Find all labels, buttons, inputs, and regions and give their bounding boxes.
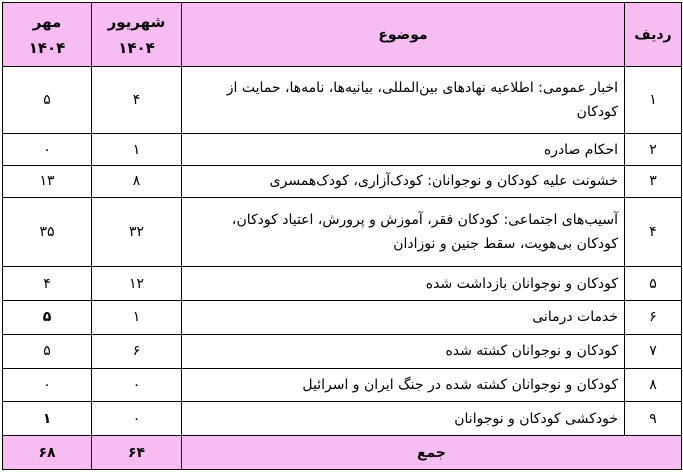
header-shahrivar-month: شهریور <box>107 12 166 31</box>
table-row <box>3 368 682 402</box>
row-mehr: ۳۵ <box>3 197 92 267</box>
total-row <box>3 436 682 470</box>
header-row <box>3 3 682 67</box>
row-shahrivar: ۸ <box>92 166 182 198</box>
row-shahrivar: ۰ <box>92 368 182 402</box>
row-shahrivar: ۱ <box>92 134 182 166</box>
row-mehr: ۱ <box>3 402 92 436</box>
row-number: ۵ <box>625 267 682 301</box>
table-row <box>3 67 682 134</box>
row-shahrivar: ۴ <box>92 67 182 134</box>
row-subject: احکام صادره <box>182 134 625 166</box>
header-shahrivar-year: ۱۴۰۴ <box>118 38 155 57</box>
header-mehr-month: مهر <box>32 12 62 31</box>
table-row <box>3 197 682 267</box>
total-label: جمع <box>182 436 682 470</box>
row-number: ۱ <box>625 67 682 134</box>
row-mehr: ۵ <box>3 301 92 335</box>
row-number: ۴ <box>625 197 682 267</box>
row-number: ۹ <box>625 402 682 436</box>
row-shahrivar: ۱ <box>92 301 182 335</box>
row-mehr: ۱۳ <box>3 166 92 198</box>
table-row <box>3 334 682 368</box>
row-subject: کودکان و نوجوانان کشته شده در جنگ ایران و اسرائیل <box>182 368 625 402</box>
row-shahrivar: ۰ <box>92 402 182 436</box>
row-number: ۸ <box>625 368 682 402</box>
table-row <box>3 134 682 166</box>
header-mehr-year: ۱۴۰۴ <box>28 38 66 57</box>
row-subject: کودکان و نوجوانان بازداشت شده <box>182 267 625 301</box>
header-shahrivar <box>92 3 182 67</box>
table-row <box>3 301 682 335</box>
table-row <box>3 402 682 436</box>
row-number: ۲ <box>625 134 682 166</box>
row-shahrivar: ۶ <box>92 334 182 368</box>
row-number: ۳ <box>625 166 682 198</box>
row-subject: آسیب‌های اجتماعی: کودکان فقر، آموزش و پرورش، اعتیاد کودکان، کودکان بی‌هویت، سقط جنین و نوزادان <box>182 197 625 267</box>
header-mehr <box>3 3 92 67</box>
row-mehr: ۴ <box>3 267 92 301</box>
row-mehr: ۵ <box>3 334 92 368</box>
row-mehr: ۰ <box>3 368 92 402</box>
header-row-number: ردیف <box>625 3 682 67</box>
row-mehr: ۰ <box>3 134 92 166</box>
row-shahrivar: ۱۲ <box>92 267 182 301</box>
row-number: ۷ <box>625 334 682 368</box>
table-row <box>3 166 682 198</box>
table-row <box>3 267 682 301</box>
total-mehr: ۶۸ <box>3 436 92 470</box>
row-shahrivar: ۳۲ <box>92 197 182 267</box>
statistics-table <box>2 2 682 470</box>
row-subject: خدمات درمانی <box>182 301 625 335</box>
row-subject: اخبار عمومی: اطلاعیه نهادهای بین‌المللی، بیانیه‌ها، نامه‌ها، حمایت از کودکان <box>182 67 625 134</box>
row-subject: خودکشی کودکان و نوجوانان <box>182 402 625 436</box>
row-subject: کودکان و نوجوانان کشته شده <box>182 334 625 368</box>
total-shahrivar: ۶۴ <box>92 436 182 470</box>
header-subject: موضوع <box>182 3 625 67</box>
row-mehr: ۵ <box>3 67 92 134</box>
row-subject: خشونت علیه کودکان و نوجوانان: کودک‌آزاری، کودک‌همسری <box>182 166 625 198</box>
row-number: ۶ <box>625 301 682 335</box>
